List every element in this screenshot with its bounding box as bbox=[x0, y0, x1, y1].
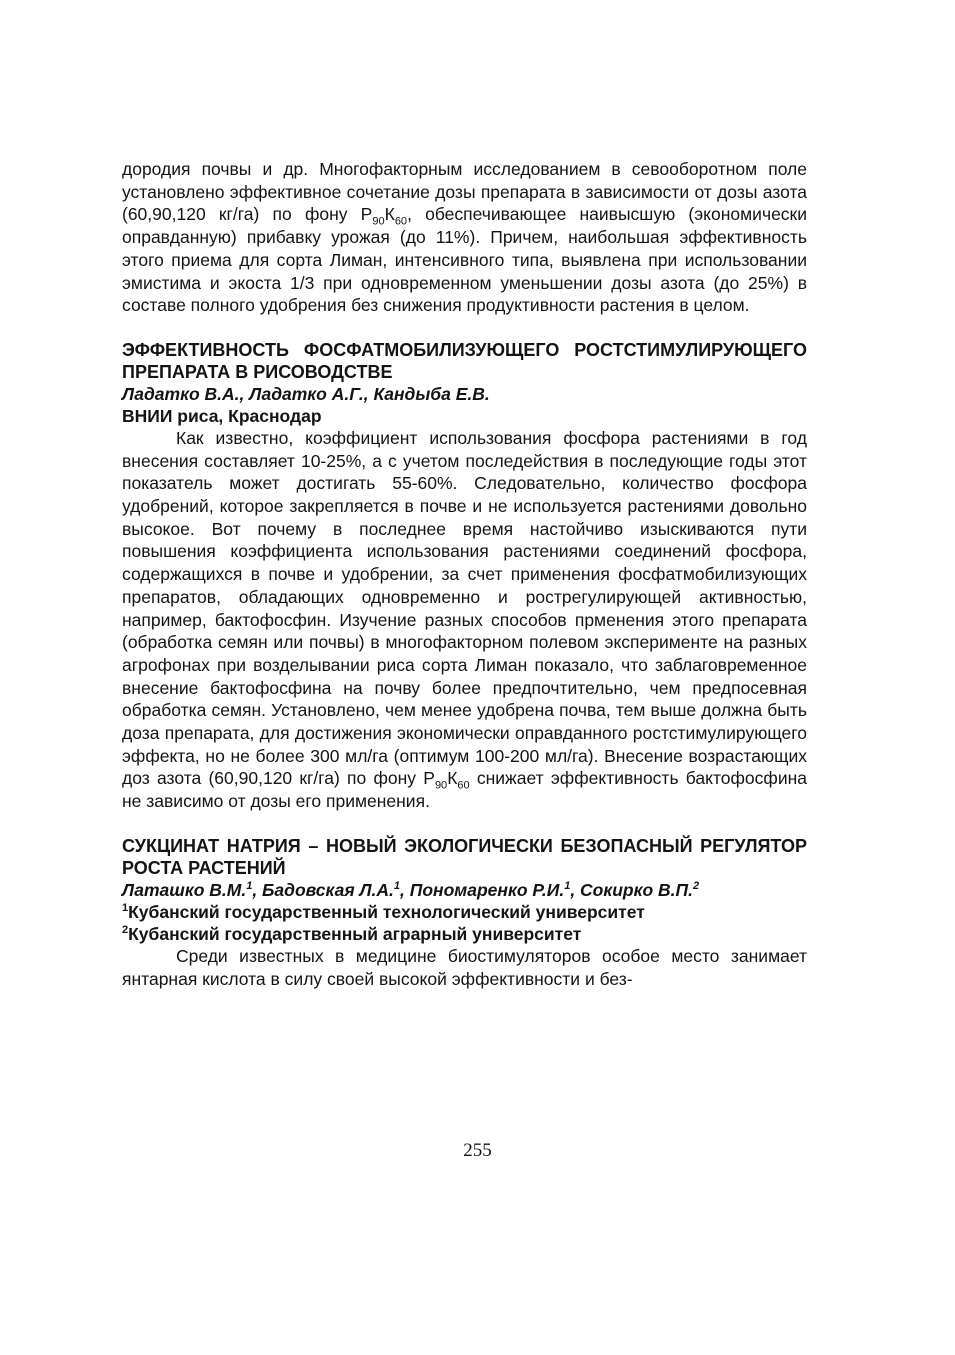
article-2-title: СУКЦИНАТ НАТРИЯ – НОВЫЙ ЭКОЛОГИЧЕСКИ БЕЗОПАСНЫЙ РЕГУЛЯТОР РОСТА РАСТЕНИЙ bbox=[122, 835, 807, 878]
author-mark: 1 bbox=[564, 880, 571, 893]
phosphorus-dose: 90 bbox=[434, 779, 448, 792]
article-1-title: ЭФФЕКТИВНОСТЬ ФОСФАТМОБИЛИЗУЮЩЕГО РОСТСТИМУЛИРУЮЩЕГО ПРЕПАРАТА В РИСОВОДСТВЕ bbox=[122, 339, 807, 382]
page-number: 255 bbox=[463, 1140, 492, 1161]
author-name: Латашко В.М. bbox=[122, 879, 247, 900]
author-mark: 1 bbox=[246, 880, 253, 893]
article-2-affiliation-2 bbox=[122, 923, 807, 945]
potassium-letter: К bbox=[384, 204, 395, 225]
article-1-affiliation: ВНИИ риса, Краснодар bbox=[122, 405, 322, 426]
author-name: , Сокирко В.П. bbox=[570, 879, 693, 900]
article-1-body-b: снижает эффективность бактофосфина не зависимо от дозы его применения. bbox=[122, 768, 807, 812]
intro-paragraph bbox=[122, 158, 807, 317]
author-name: , Бадовская Л.А. bbox=[252, 879, 394, 900]
author-mark: 2 bbox=[692, 880, 700, 893]
potassium-dose: 60 bbox=[457, 779, 470, 792]
affiliation-mark: 2 bbox=[122, 924, 129, 937]
article-1-body-a: Как известно, коэффициент использования фосфора растениями в год внесения составляет 10-25%, а с учетом последействия в последующие годы этот показатель может достигать 55-60%. Следовательно, количество фосфора удобрений, которое закрепляется в почве и не используется растениями довольно высокое. Вот почему в последнее время настойчиво изыскиваются пути повышения коэффициента использования растениями соединений фосфора, содержащихся в почве и удобрении, за счет применения фосфатмобилизующих препаратов, обладающих одновременно и рострегулирующей активностью, например, бактофосфин. Изучение разных способов прменения этого препарата (обработка семян или почвы) в многофакторном полевом эксперименте на разных агрофонах при возделывании риса сорта Лиман показало, что заблаговременное внесение бактофосфина на почву более предпочтительно, чем предпосевная обработка семян. Установлено, чем менее удобрена почва, тем выше должна быть доза препарата, для достижения экономически оправданного ростстимулирующего эффекта, но не более 300 мл/га (оптимум 100-200 мл/га). Внесение возрастающих доз азота (60,90,120 кг/га) по фону Р bbox=[122, 427, 807, 789]
affiliation-text: Кубанский государственный аграрный университет bbox=[128, 923, 582, 944]
intro-text-b: , обеспечивающее наивысшую (экономически оправданную) прибавку урожая (до 11%). Причем, наибольшая эффективность этого приема для сорта Лиман, интенсивного типа, выявлена при использовании эмистима и экоста 1/3 при одновременном уменьшении дозы азота (до 25%) в составе полного удобрения без снижения продуктивности растения в целом. bbox=[122, 204, 807, 316]
article-1-authors: Ладатко В.А., Ладатко А.Г., Кандыба Е.В. bbox=[122, 383, 490, 404]
intro-text-a: дородия почвы и др. Многофакторным исследованием в севооборотном поле установлено эффективное сочетание дозы препарата в зависимости от дозы азота (60,90,120 кг/га) по фону Р bbox=[122, 159, 807, 225]
affiliation-mark: 1 bbox=[122, 902, 129, 915]
phosphorus-dose: 90 bbox=[372, 215, 385, 228]
author-mark: 1 bbox=[393, 880, 401, 893]
affiliation-text: Кубанский государственный технологический университет bbox=[128, 901, 645, 922]
article-2-affiliation-1 bbox=[122, 901, 807, 923]
document-page bbox=[122, 158, 807, 990]
potassium-letter: К bbox=[447, 768, 458, 789]
article-2-authors bbox=[122, 879, 807, 901]
author-name: , Пономаренко Р.И. bbox=[400, 879, 565, 900]
potassium-dose: 60 bbox=[394, 215, 408, 228]
article-1-body bbox=[122, 427, 807, 813]
article-2-body: Среди известных в медицине биостимуляторов особое место занимает янтарная кислота в силу своей высокой эффективности и без- bbox=[122, 945, 807, 989]
